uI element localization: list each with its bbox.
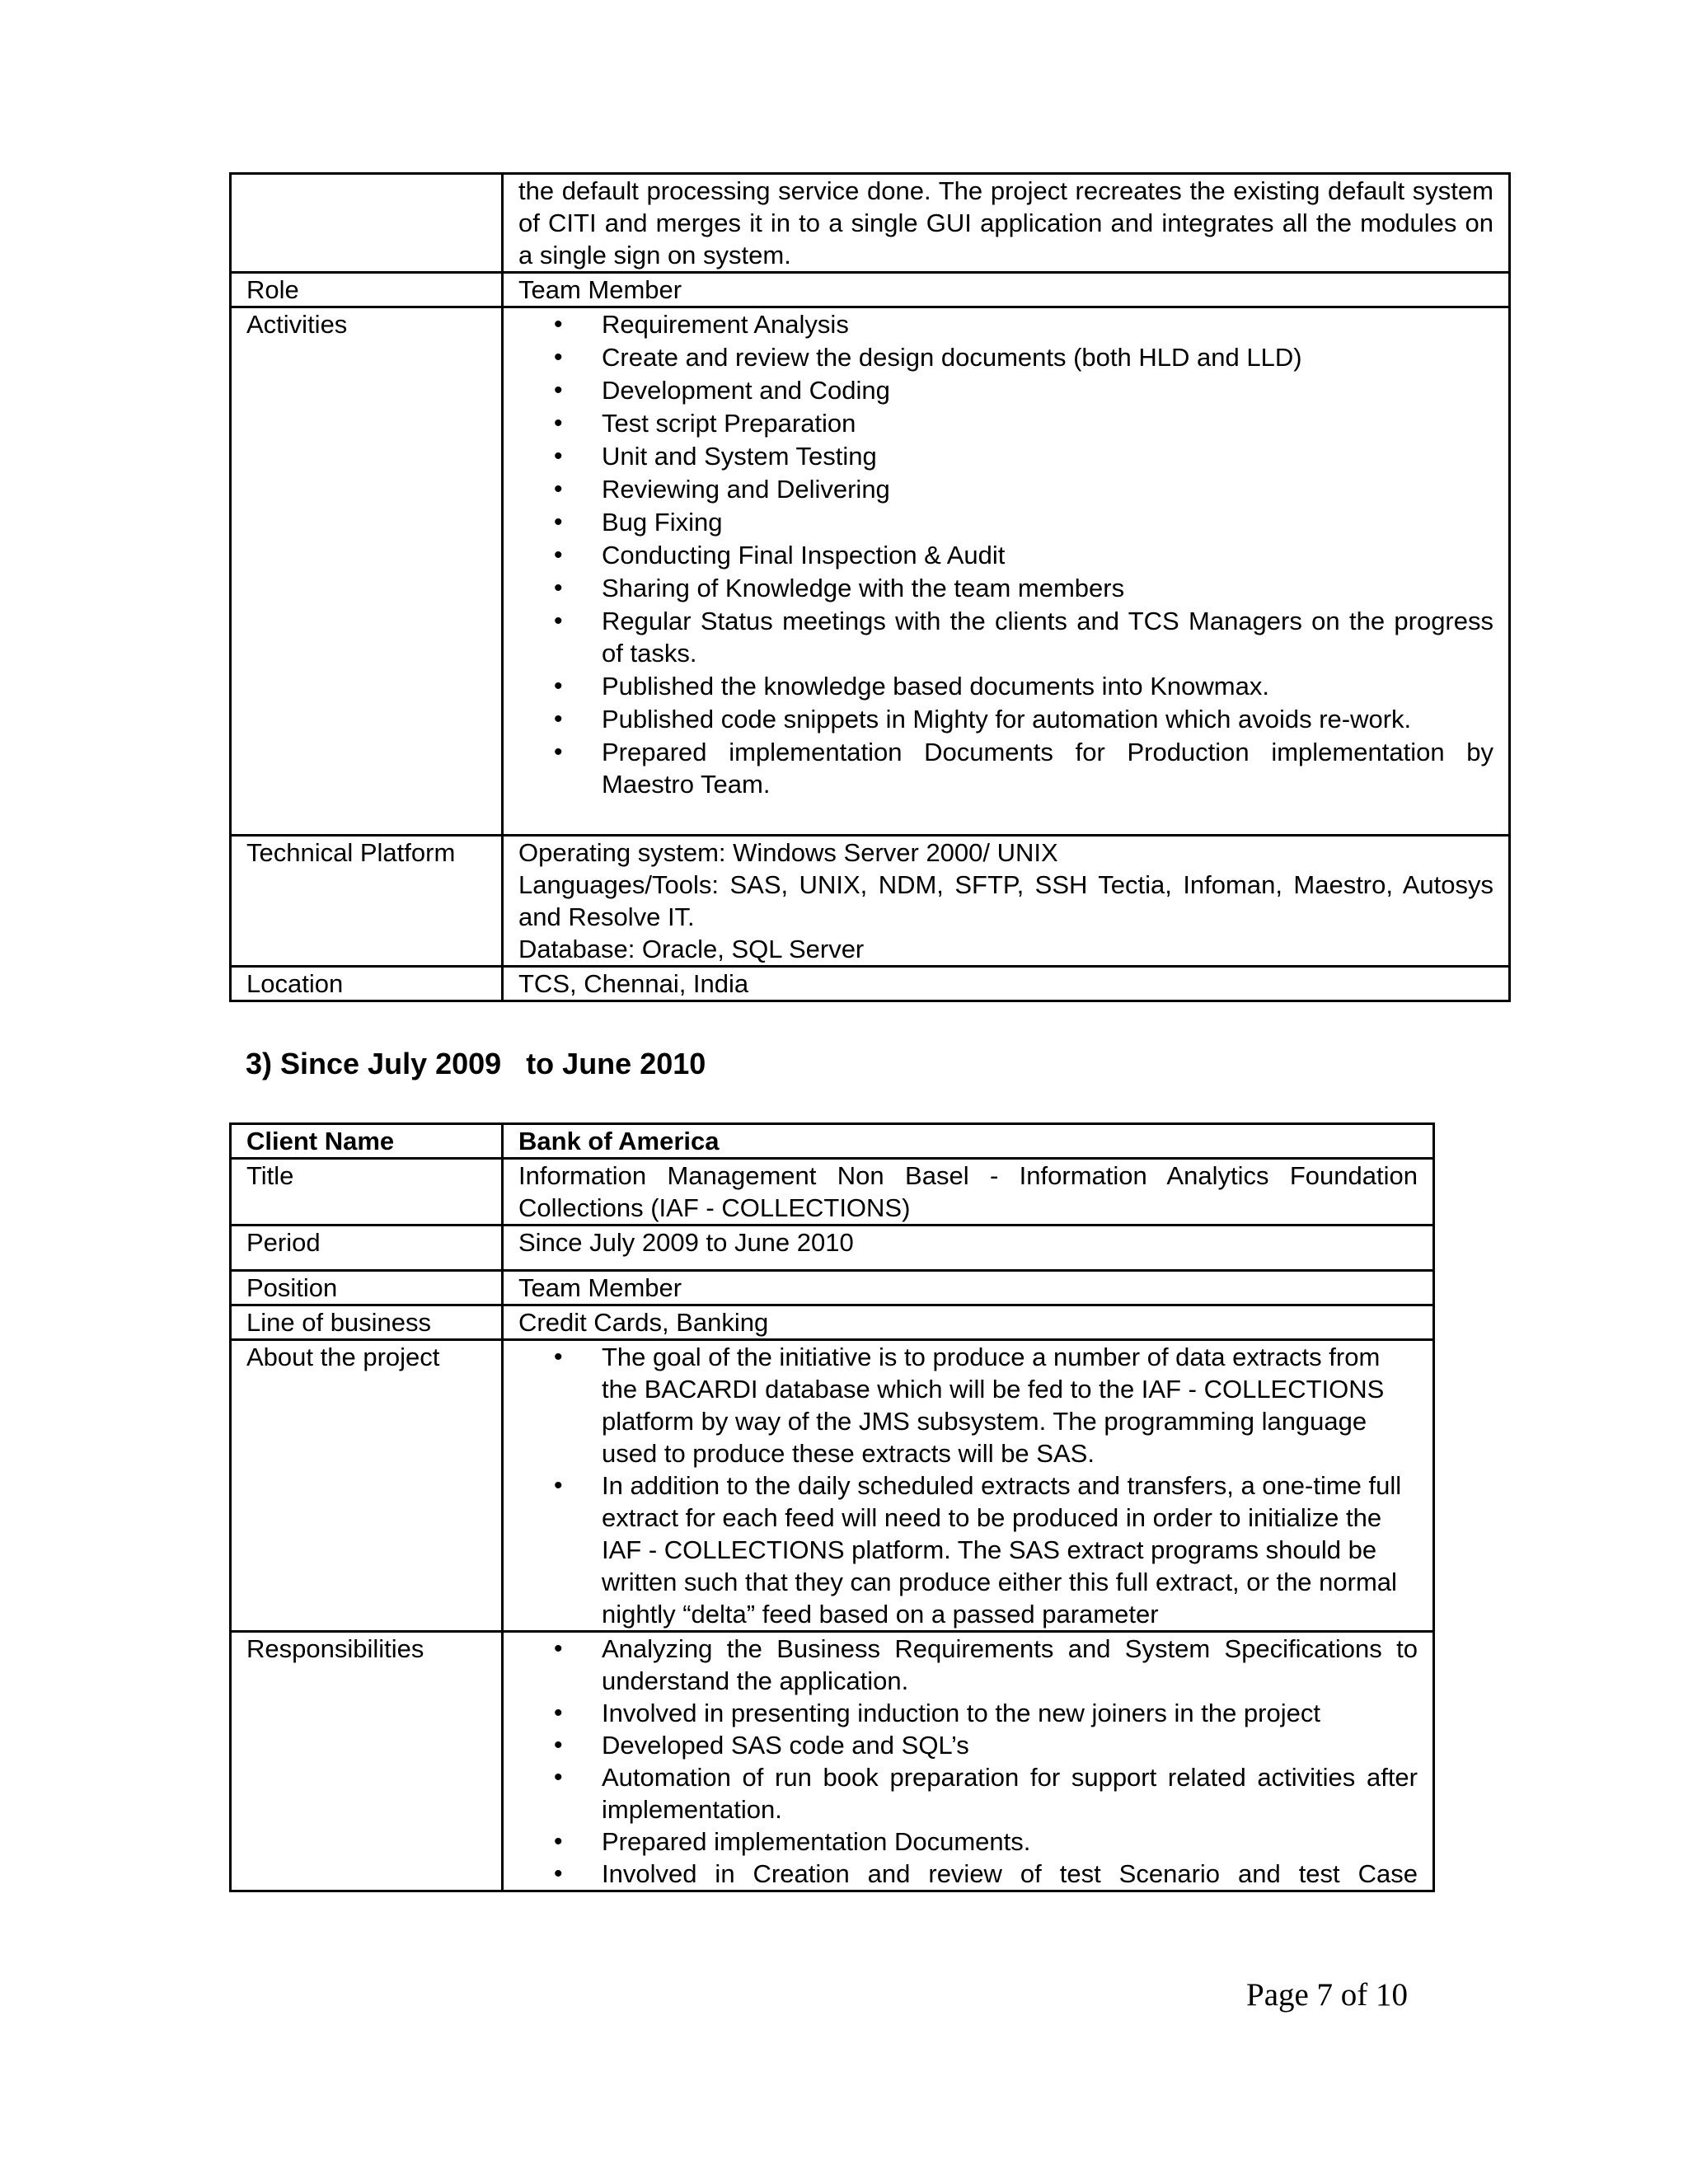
row-value-role: Team Member [503, 273, 1510, 307]
list-item: • Requirement Analysis [602, 308, 1493, 340]
row-value-line-of-business: Credit Cards, Banking [503, 1305, 1434, 1340]
table-row [231, 1124, 1434, 1159]
row-value-about-project [503, 1340, 1434, 1632]
row-value-title: Information Management Non Basel - Information Analytics Foundation Collections (IAF - COLLECTIONS) [503, 1159, 1434, 1226]
list-item: • Regular Status meetings with the clients and TCS Managers on the progress of tasks. [602, 605, 1493, 669]
table-row [231, 1340, 1434, 1632]
row-value-position: Team Member [503, 1271, 1434, 1305]
list-item: • Test script Preparation [602, 407, 1493, 439]
tech-languages: Languages/Tools: SAS, UNIX, NDM, SFTP, SSH Tectia, Infoman, Maestro, Autosys and Resolve IT. [518, 870, 1493, 931]
row-label-period: Period [231, 1226, 503, 1271]
spacer [518, 801, 1493, 834]
list-item: • Create and review the design documents (both HLD and LLD) [602, 341, 1493, 373]
project-table-3 [229, 1122, 1435, 1892]
list-item: • Conducting Final Inspection & Audit [602, 539, 1493, 571]
table-row [231, 1632, 1434, 1891]
row-label-title: Title [231, 1159, 503, 1226]
section-heading: 3) Since July 2009 to June 2010 [246, 1047, 706, 1080]
row-label-line-of-business: Line of business [231, 1305, 503, 1340]
list-item: • Automation of run book preparation for support related activities after implementation. [602, 1761, 1418, 1825]
table-row [231, 307, 1510, 836]
list-item: • Prepared implementation Documents. [602, 1825, 1418, 1858]
list-item: • Development and Coding [602, 374, 1493, 406]
table-row [231, 1271, 1434, 1305]
list-item: • Published the knowledge based documents into Knowmax. [602, 670, 1493, 702]
about-list [518, 1341, 1418, 1630]
responsibilities-list [518, 1633, 1418, 1890]
list-item: • Reviewing and Delivering [602, 473, 1493, 505]
table-row [231, 836, 1510, 967]
list-item: • Prepared implementation Documents for Production implementation by Maestro Team. [602, 736, 1493, 800]
project-description-cont: the default processing service done. The project recreates the existing default system of CITI and merges it in to a single GUI application and integrates all the modules on a single sign on system. [503, 174, 1510, 273]
table-row [231, 1226, 1434, 1271]
list-item: • The goal of the initiative is to produce a number of data extracts from the BACARDI database which will be fed to the IAF - COLLECTIONS platform by way of the JMS subsystem. The programming language used to produce these extracts will be SAS. [602, 1341, 1418, 1469]
row-label-technical-platform: Technical Platform [231, 836, 503, 967]
list-item: • Analyzing the Business Requirements and System Specifications to understand the application. [602, 1633, 1418, 1697]
table-row [231, 1159, 1434, 1226]
table-row [231, 273, 1510, 307]
list-item: • Bug Fixing [602, 506, 1493, 538]
row-label-location: Location [231, 967, 503, 1001]
tech-os: Operating system: Windows Server 2000/ UNIX [518, 838, 1058, 867]
row-value-technical-platform [503, 836, 1510, 967]
table-row [231, 1305, 1434, 1340]
list-item: • In addition to the daily scheduled extracts and transfers, a one-time full extract for each feed will need to be produced in order to initialize the IAF - COLLECTIONS platform. The SAS extract programs should be written such that they can produce either this full extract, or the normal nightly “delta” feed based on a passed parameter [602, 1469, 1418, 1630]
list-item: • Involved in presenting induction to the new joiners in the project [602, 1697, 1418, 1729]
list-item: • Sharing of Knowledge with the team members [602, 572, 1493, 604]
project-table-2 [229, 172, 1511, 1002]
row-label-client-name: Client Name [231, 1124, 503, 1159]
activities-list [518, 308, 1493, 800]
table-cell-empty [231, 174, 503, 273]
row-value-client-name: Bank of America [503, 1124, 1434, 1159]
row-label-activities: Activities [231, 307, 503, 836]
row-label-about-project: About the project [231, 1340, 503, 1632]
page-number: Page 7 of 10 [1246, 1977, 1409, 2013]
table-row [231, 967, 1510, 1001]
row-label-role: Role [231, 273, 503, 307]
tech-database: Database: Oracle, SQL Server [518, 935, 865, 963]
row-value-activities [503, 307, 1510, 836]
row-label-position: Position [231, 1271, 503, 1305]
list-item: • Developed SAS code and SQL’s [602, 1729, 1418, 1761]
row-value-location: TCS, Chennai, India [503, 967, 1510, 1001]
list-item: • Published code snippets in Mighty for automation which avoids re-work. [602, 703, 1493, 735]
table-row [231, 174, 1510, 273]
list-item: • Involved in Creation and review of test Scenario and test Case [602, 1858, 1418, 1890]
list-item: • Unit and System Testing [602, 440, 1493, 472]
row-value-period: Since July 2009 to June 2010 [503, 1226, 1434, 1271]
row-label-responsibilities: Responsibilities [231, 1632, 503, 1891]
row-value-responsibilities [503, 1632, 1434, 1891]
